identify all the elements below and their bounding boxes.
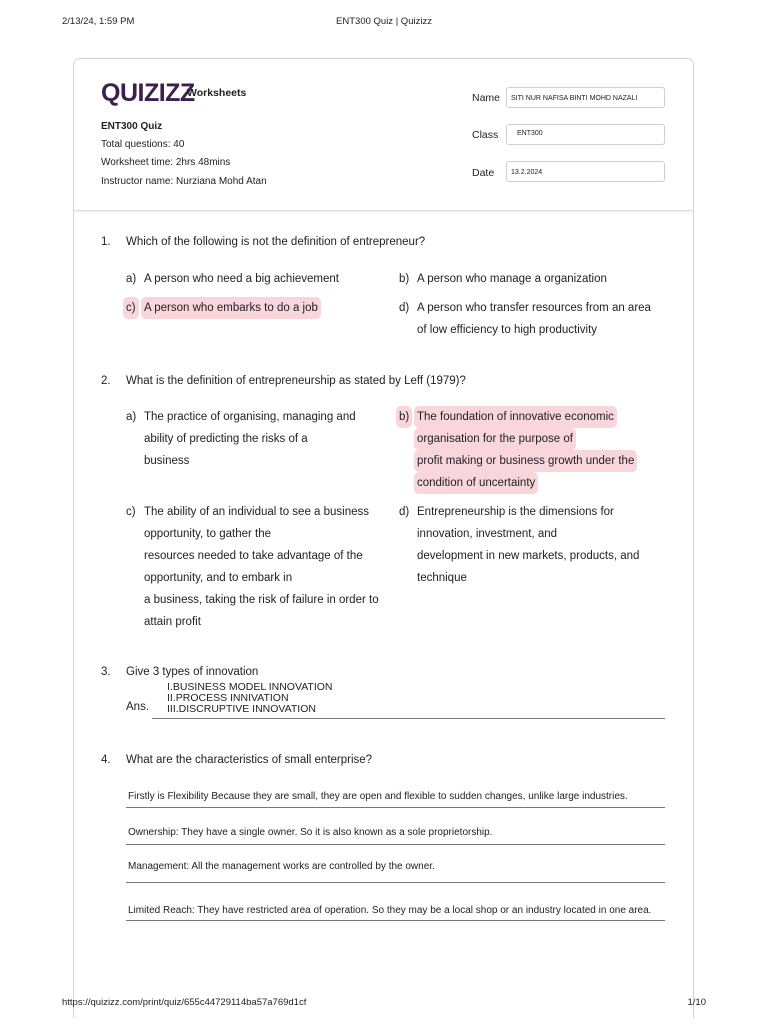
response-line[interactable]: Ownership: They have a single owner. So it is also known as a sole proprietorship.	[128, 827, 493, 838]
option-text: development in new markets, products, and	[417, 550, 640, 562]
worksheet-header	[74, 59, 693, 211]
option-text: a business, taking the risk of failure in order to	[144, 594, 379, 606]
print-page-number: 1/10	[687, 997, 706, 1008]
option-text: opportunity, to gather the	[144, 528, 272, 540]
option-letter: d)	[399, 506, 410, 518]
option-text: resources needed to take advantage of the	[144, 550, 363, 562]
answer-line: II.PROCESS INNIVATION	[167, 692, 289, 704]
option-text: condition of uncertainty	[414, 472, 538, 494]
question-text: What is the definition of entrepreneurship as stated by Leff (1979)?	[126, 375, 466, 387]
response-line[interactable]: Limited Reach: They have restricted area of operation. So they may be a local shop or an industry located in one area.	[128, 905, 652, 916]
option-text: technique	[417, 572, 467, 584]
option-text: The practice of organising, managing and	[144, 411, 356, 423]
option-text: The foundation of innovative economic	[414, 406, 617, 428]
instructor-name: Instructor name: Nurziana Mohd Atan	[101, 176, 267, 187]
date-label: Date	[472, 167, 495, 179]
print-header	[0, 16, 768, 30]
print-page-title: ENT300 Quiz | Quizizz	[336, 16, 432, 27]
answer-line: III.DISCRUPTIVE INNOVATION	[167, 703, 316, 715]
question-number: 1.	[101, 236, 111, 248]
question-number: 3.	[101, 666, 111, 678]
option-text: A person who embarks to do a job	[141, 297, 321, 319]
option-letter: c)	[123, 297, 139, 319]
option-letter: d)	[399, 302, 410, 314]
name-field[interactable]: SITI NUR NAFISA BINTI MOHD NAZALI	[506, 87, 665, 108]
print-timestamp: 2/13/24, 1:59 PM	[62, 16, 135, 27]
answer-label: Ans.	[126, 701, 150, 713]
answer-line: I.BUSINESS MODEL INNOVATION	[167, 681, 333, 693]
option-text: of low efficiency to high productivity	[417, 324, 598, 336]
answer-field[interactable]	[167, 682, 333, 715]
name-label: Name	[472, 92, 501, 104]
worksheet-time: Worksheet time: 2hrs 48mins	[101, 157, 231, 168]
response-line[interactable]: Management: All the management works are controlled by the owner.	[128, 861, 435, 872]
option-text: A person who need a big achievement	[144, 273, 339, 285]
option-text: A person who transfer resources from an area	[417, 302, 651, 314]
print-url: https://quizizz.com/print/quiz/655c44729114ba57a769d1cf	[62, 997, 307, 1008]
option-letter: a)	[126, 411, 137, 423]
question-number: 2.	[101, 375, 111, 387]
response-line[interactable]: Firstly is Flexibility Because they are small, they are open and flexible to sudden changes, unlike large industries.	[128, 791, 628, 802]
option-text: A person who manage a organization	[417, 273, 607, 285]
option-text: ability of predicting the risks of a	[144, 433, 308, 445]
question-text: Give 3 types of innovation	[126, 666, 259, 678]
question-number: 4.	[101, 754, 111, 766]
option-letter: b)	[396, 406, 412, 428]
answer-underline	[152, 718, 665, 719]
date-field[interactable]: 13.2.2024	[506, 161, 665, 182]
option-text: opportunity, and to embark in	[144, 572, 293, 584]
option-text: profit making or business growth under the	[414, 450, 637, 472]
response-underline	[126, 882, 665, 883]
total-questions: Total questions: 40	[101, 139, 185, 150]
question-text: Which of the following is not the definition of entrepreneur?	[126, 236, 426, 248]
quizizz-logo: QUIZIZZ	[101, 79, 195, 107]
option-letter: a)	[126, 273, 137, 285]
option-text: attain profit	[144, 616, 201, 628]
quiz-title: ENT300 Quiz	[101, 121, 163, 132]
option-text: business	[144, 455, 190, 467]
option-letter: b)	[399, 273, 410, 285]
response-underline	[126, 844, 665, 845]
response-underline	[126, 807, 665, 808]
response-underline	[126, 920, 665, 921]
option-text: innovation, investment, and	[417, 528, 558, 540]
option-text: Entrepreneurship is the dimensions for	[417, 506, 614, 518]
class-label: Class	[472, 129, 499, 141]
option-letter: c)	[126, 506, 136, 518]
logo-subtitle: Worksheets	[187, 87, 247, 99]
question-text: What are the characteristics of small enterprise?	[126, 754, 373, 766]
option-text: The ability of an individual to see a business	[144, 506, 370, 518]
class-field[interactable]: ENT300	[506, 124, 665, 145]
option-text: organisation for the purpose of	[414, 428, 576, 450]
